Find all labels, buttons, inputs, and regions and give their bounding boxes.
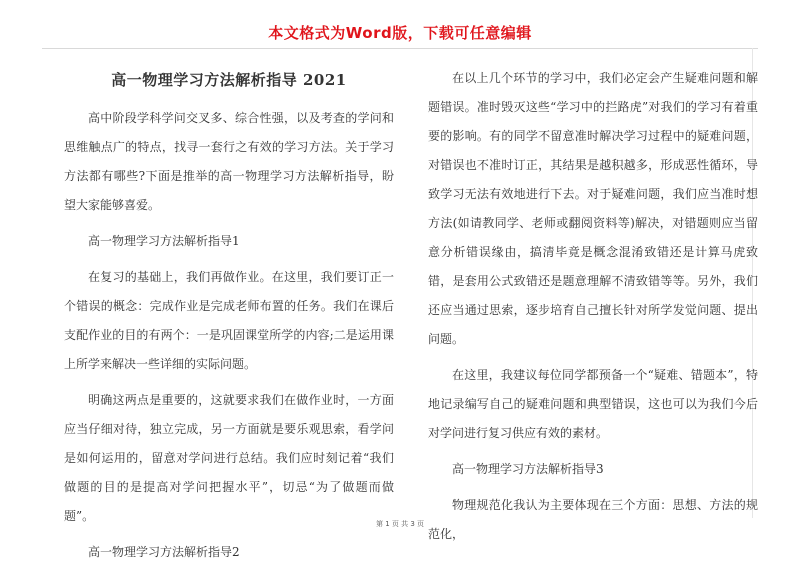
body-paragraph: 高中阶段学科学问交叉多、综合性强，以及考查的学问和思维触点广的特点，找寻一套行之有效的学习方法。关于学习方法都有哪些?下面是推举的高一物理学习方法解析指导，盼望大家能够喜爱。: [64, 111, 394, 212]
body-paragraph: 在以上几个环节的学习中，我们必定会产生疑难问题和解题错误。准时毁灭这些“学习中的拦路虎”对我们的学习有着重要的影响。有的同学不留意准时解决学习过程中的疑难问题，对错误也不准时订正，其结果是越积越多，形成恶性循环，导致学习无法有效地进行下去。对于疑难问题，我们应当准时想方法(如请教同学、老师或翻阅资料等)解决，对错题则应当留意分析错误缘由，搞清毕竟是概念混淆致错还是计算马虎致错，是套用公式致错还是题意理解不清致错等等。另外，我们还应当通过思索，逐步培育自己擅长针对所学发觉问题、提出问题。: [428, 71, 758, 346]
body-paragraph: 在复习的基础上，我们再做作业。在这里，我们要订正一个错误的概念：完成作业是完成老师布置的任务。我们在课后支配作业的目的有两个：一是巩固课堂所学的内容;二是运用课上所学来解决一些详细的实际问题。: [64, 270, 394, 371]
right-column: [428, 64, 758, 556]
section-heading: 高一物理学习方法解析指导3: [452, 462, 604, 476]
section-heading: 高一物理学习方法解析指导1: [88, 234, 240, 248]
body-paragraph: 在这里，我建议每位同学都预备一个“疑难、错题本”，特地记录编写自己的疑难问题和典型错误，这也可以为我们今后对学问进行复习供应有效的素材。: [428, 368, 758, 440]
document-title: 高一物理学习方法解析指导 2021: [111, 71, 347, 89]
page-footer: 第 1 页 共 3 页: [375, 520, 425, 528]
body-paragraph: 明确这两点是重要的，这就要求我们在做作业时，一方面应当仔细对待，独立完成，另一方面就是要乐观思索，看学问是如何运用的，留意对学问进行总结。我们应时刻记着“我们做题的目的是提高对学问把握水平”，切忌“为了做题而做题”。: [64, 393, 394, 523]
left-column: [64, 64, 394, 574]
section-heading: 高一物理学习方法解析指导2: [88, 545, 240, 559]
body-paragraph: 物理规范化我认为主要体现在三个方面：思想、方法的规范化，: [428, 498, 758, 541]
format-banner: 本文格式为Word版，下载可任意编辑: [268, 24, 532, 42]
left-column-body: [64, 104, 394, 567]
right-column-body: [428, 64, 758, 549]
